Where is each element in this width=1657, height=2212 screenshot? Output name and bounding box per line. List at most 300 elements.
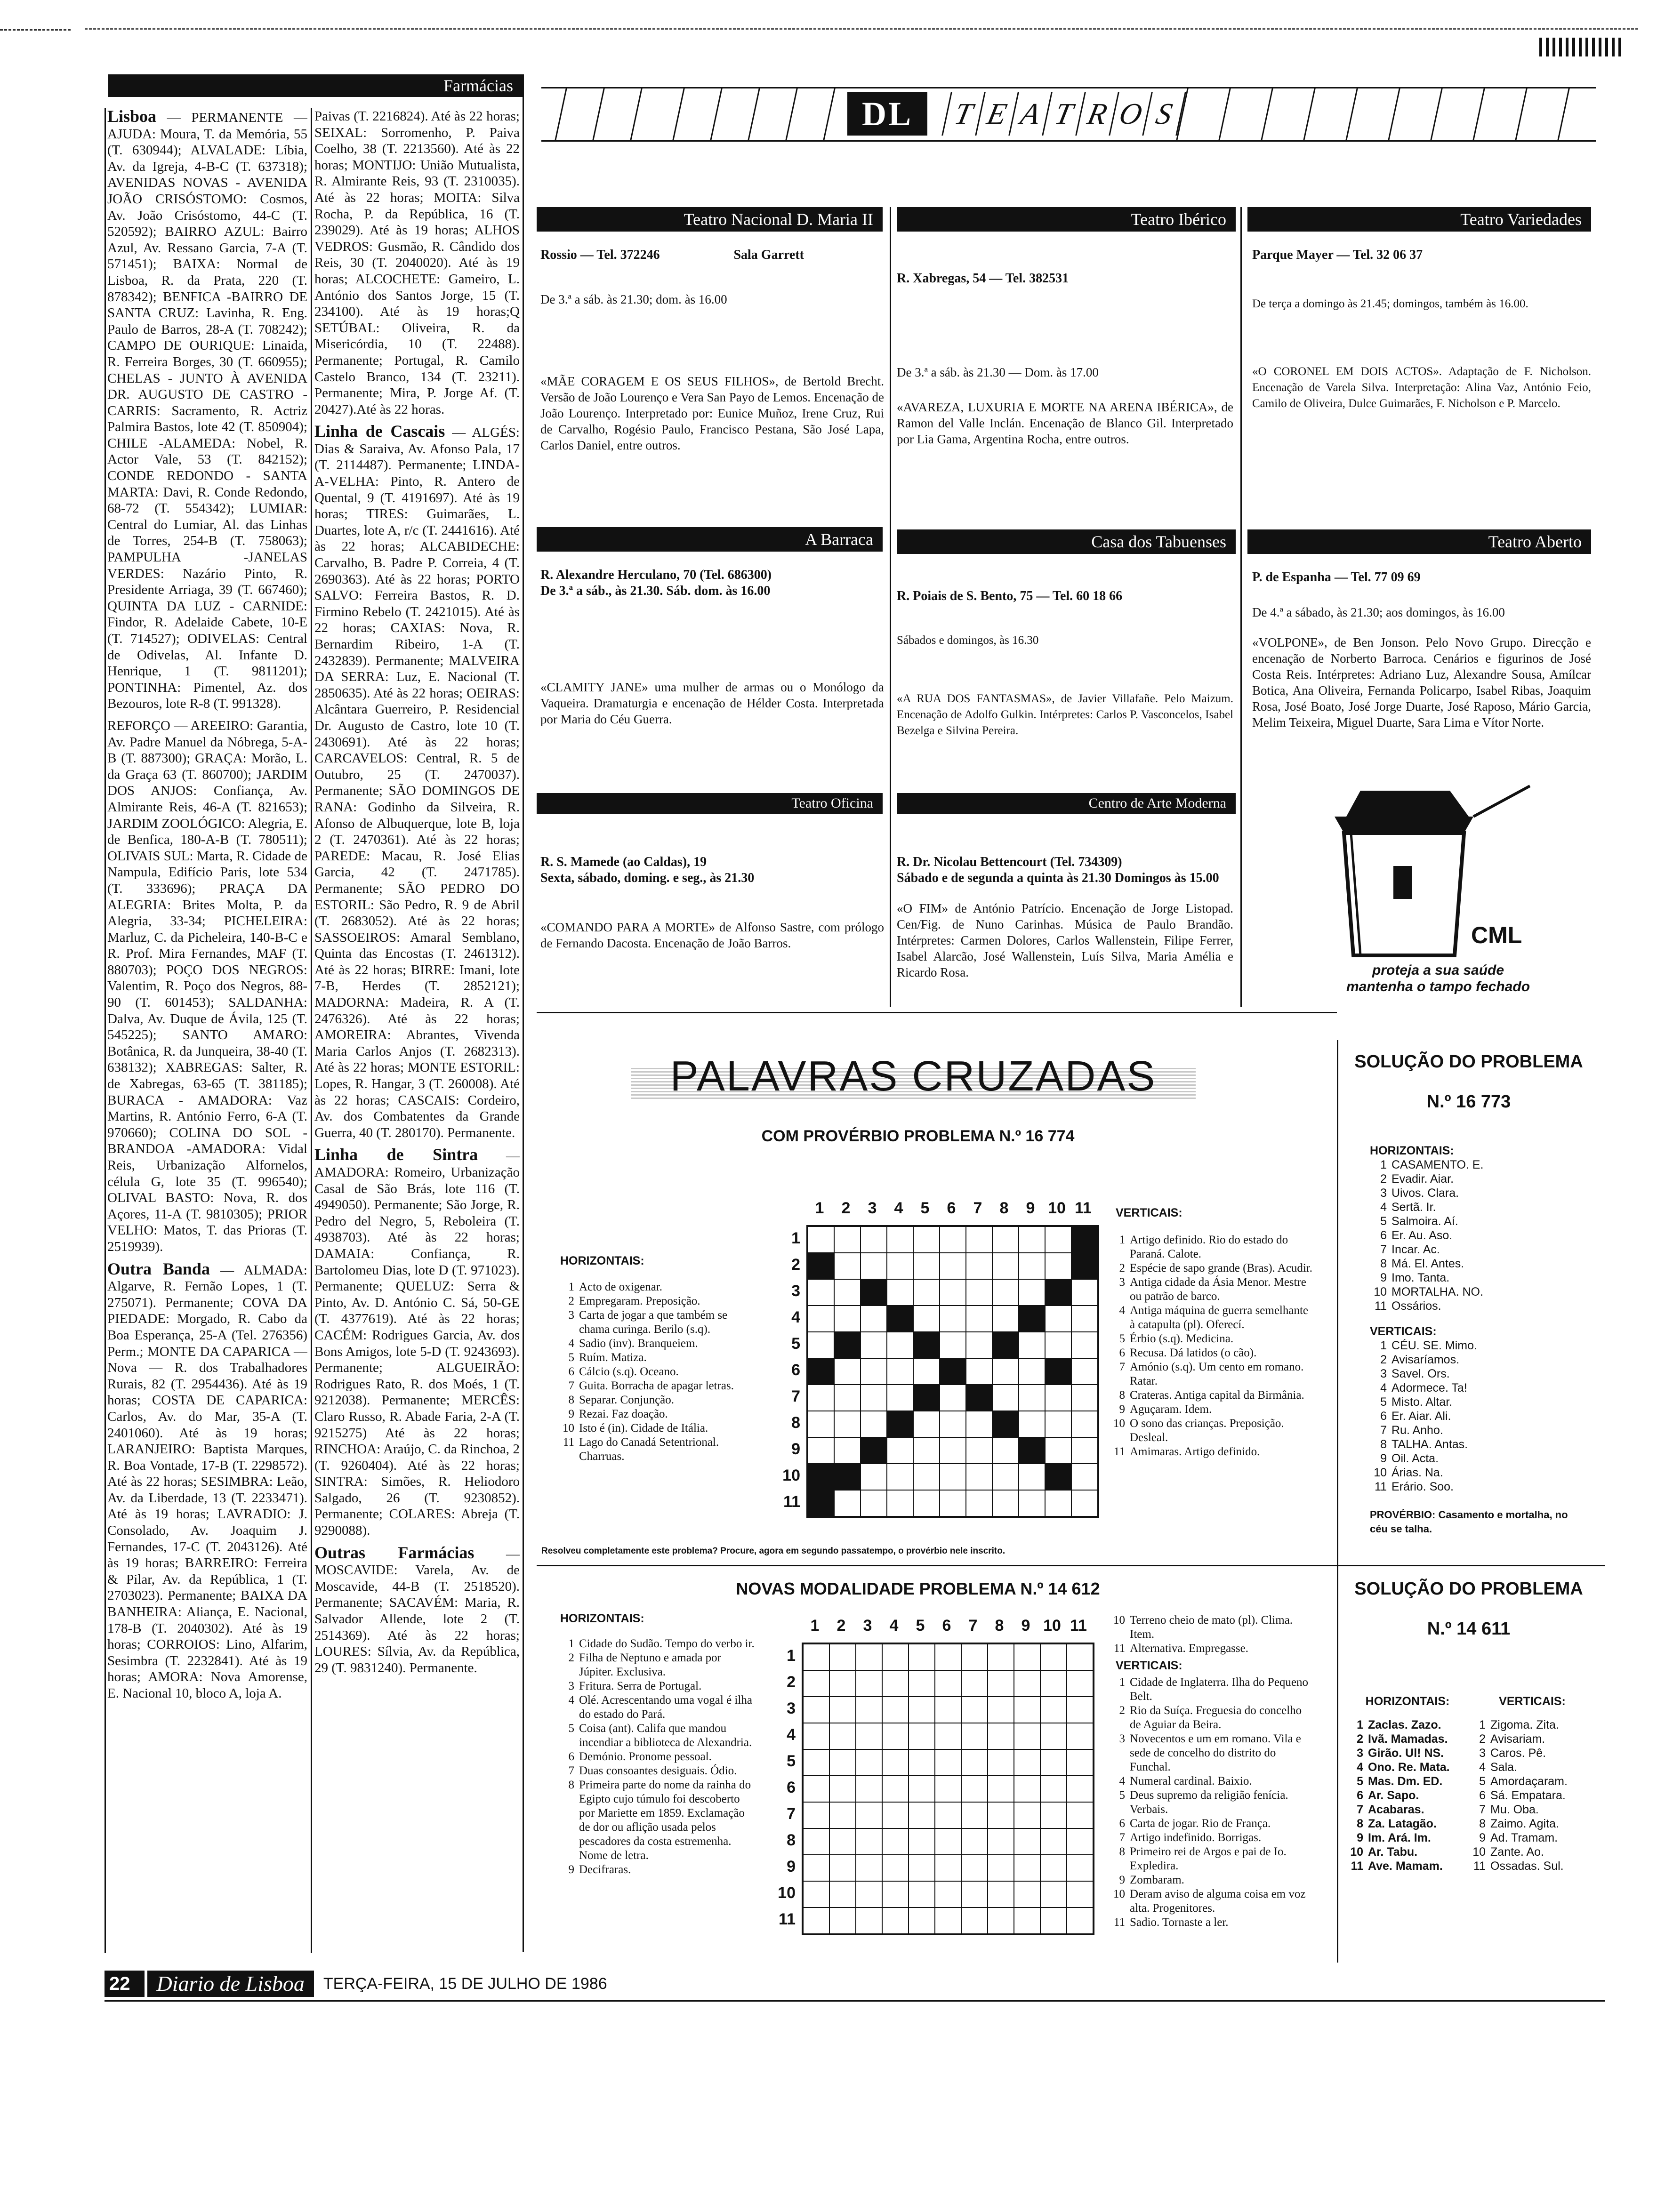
grid-cell[interactable]: [829, 1670, 856, 1697]
grid-cell[interactable]: [913, 1385, 940, 1411]
header-slash: [823, 88, 835, 140]
grid-cell[interactable]: [882, 1749, 909, 1776]
clue-text: Novecentos e um em romano. Vila e sede de concelho do distrito do Funchal.: [1130, 1732, 1301, 1773]
grid-cell[interactable]: [882, 1670, 909, 1697]
grid-cell[interactable]: [1067, 1776, 1093, 1802]
grid-cell[interactable]: [1040, 1749, 1067, 1776]
theater-description: «MÃE CORAGEM E OS SEUS FILHOS», de Bertold Brecht. Versão de João Lourenço e Vera San Payo de Lemos. Encenação de João Lourenço. Interpretado por: Eunice Muñoz, Irene Cruz, Rui de Carvalho, Rogésio Paulo, Francisco Pestana, São José Lapa, Carlos Daniel, entre outros.: [540, 374, 884, 452]
grid-cell[interactable]: [966, 1306, 992, 1332]
grid-cell[interactable]: [887, 1253, 913, 1279]
grid-cell[interactable]: [834, 1226, 861, 1253]
grid-cell[interactable]: [887, 1332, 913, 1358]
grid-cell[interactable]: [1071, 1437, 1098, 1464]
grid-cell[interactable]: [1067, 1907, 1093, 1934]
solution-item: 3 Uivos. Clara.: [1380, 1186, 1459, 1200]
grid-cell[interactable]: [1040, 1802, 1067, 1828]
grid-cell[interactable]: [1019, 1490, 1045, 1516]
grid-cell[interactable]: [808, 1332, 834, 1358]
grid-cell[interactable]: [808, 1253, 834, 1279]
grid-cell[interactable]: [940, 1464, 966, 1490]
grid-cell[interactable]: [1071, 1464, 1098, 1490]
teatros-letter: E: [975, 92, 1018, 136]
grid-cell[interactable]: [882, 1723, 909, 1749]
grid-cell[interactable]: [992, 1226, 1019, 1253]
grid-cell[interactable]: [909, 1697, 935, 1723]
grid-cell[interactable]: [861, 1253, 887, 1279]
grid-cell[interactable]: [909, 1855, 935, 1881]
solution-item: 8 Má. El. Antes.: [1380, 1257, 1464, 1270]
grid-cell[interactable]: [861, 1490, 887, 1516]
grid-cell[interactable]: [961, 1749, 988, 1776]
grid-cell[interactable]: [1019, 1385, 1045, 1411]
clue-item: 3 Novecentos e um em romano. Vila e sede de concelho do distrito do Funchal.: [1106, 1732, 1313, 1774]
grid-cell[interactable]: [882, 1828, 909, 1855]
grid-cell[interactable]: [856, 1828, 882, 1855]
grid-cell[interactable]: [992, 1253, 1019, 1279]
grid-cell[interactable]: [803, 1855, 829, 1881]
grid-cell[interactable]: [961, 1697, 988, 1723]
grid-cell[interactable]: [966, 1490, 992, 1516]
clue-text: Sadio. Tornaste a ler.: [1130, 1916, 1229, 1929]
grid-cell[interactable]: [992, 1332, 1019, 1358]
grid-cell[interactable]: [909, 1881, 935, 1907]
grid-cell[interactable]: [861, 1437, 887, 1464]
grid-cell[interactable]: [1045, 1279, 1071, 1306]
grid-cell[interactable]: [887, 1306, 913, 1332]
grid-cell[interactable]: [1019, 1306, 1045, 1332]
grid-cell[interactable]: [1014, 1855, 1040, 1881]
grid-cell[interactable]: [834, 1437, 861, 1464]
grid-cell[interactable]: [935, 1881, 961, 1907]
grid-row-number: 1: [787, 1647, 796, 1665]
theater-bar-variedades: Teatro Variedades: [1247, 207, 1591, 232]
grid-cell[interactable]: [913, 1306, 940, 1332]
grid-cell[interactable]: [808, 1226, 834, 1253]
grid-cell[interactable]: [940, 1306, 966, 1332]
grid-cell[interactable]: [1014, 1723, 1040, 1749]
grid-cell[interactable]: [909, 1802, 935, 1828]
grid-cell[interactable]: [1067, 1644, 1093, 1670]
grid-cell[interactable]: [1014, 1828, 1040, 1855]
grid-cell[interactable]: [1045, 1253, 1071, 1279]
grid-cell[interactable]: [1014, 1697, 1040, 1723]
grid-column-number: 6: [942, 1617, 951, 1635]
clue-text: Primeiro rei de Argos e pai de Io. Expledira.: [1130, 1845, 1287, 1872]
grid-cell[interactable]: [1040, 1697, 1067, 1723]
grid-cell[interactable]: [808, 1306, 834, 1332]
grid-cell[interactable]: [966, 1411, 992, 1437]
grid-cell[interactable]: [935, 1670, 961, 1697]
grid-cell[interactable]: [935, 1907, 961, 1934]
solution-text: Evadir. Aiar.: [1392, 1172, 1454, 1186]
grid-cell[interactable]: [803, 1828, 829, 1855]
grid-cell[interactable]: [966, 1437, 992, 1464]
solution-item: 1 CASAMENTO. E.: [1380, 1158, 1484, 1171]
clue-text: Olé. Acrescentando uma vogal é ilha do estado do Pará.: [579, 1694, 752, 1721]
grid-cell[interactable]: [1071, 1279, 1098, 1306]
grid-cell[interactable]: [882, 1881, 909, 1907]
grid-cell[interactable]: [1045, 1226, 1071, 1253]
clue-item: 2 Espécie de sapo grande (Bras). Acudir.: [1119, 1262, 1313, 1274]
grid-cell[interactable]: [988, 1644, 1014, 1670]
grid-cell[interactable]: [940, 1490, 966, 1516]
grid-cell[interactable]: [961, 1670, 988, 1697]
grid-cell[interactable]: [961, 1828, 988, 1855]
grid-cell[interactable]: [834, 1490, 861, 1516]
grid-cell[interactable]: [1045, 1306, 1071, 1332]
grid-cell[interactable]: [988, 1697, 1014, 1723]
grid-cell[interactable]: [1040, 1907, 1067, 1934]
grid-cell[interactable]: [988, 1749, 1014, 1776]
solution1-proverb-text: Casamento e mortalha, no céu se talha.: [1370, 1509, 1568, 1535]
grid-cell[interactable]: [913, 1253, 940, 1279]
grid-cell[interactable]: [940, 1358, 966, 1385]
grid-cell[interactable]: [1071, 1332, 1098, 1358]
grid-cell[interactable]: [988, 1907, 1014, 1934]
grid-cell[interactable]: [887, 1464, 913, 1490]
grid-cell[interactable]: [887, 1490, 913, 1516]
grid-cell[interactable]: [1067, 1670, 1093, 1697]
grid-cell[interactable]: [935, 1776, 961, 1802]
grid-cell[interactable]: [913, 1226, 940, 1253]
grid-cell[interactable]: [961, 1802, 988, 1828]
grid-cell[interactable]: [856, 1749, 882, 1776]
grid-cell[interactable]: [1014, 1802, 1040, 1828]
grid-cell[interactable]: [913, 1437, 940, 1464]
grid-cell[interactable]: [803, 1644, 829, 1670]
grid-cell[interactable]: [1019, 1332, 1045, 1358]
grid-cell[interactable]: [829, 1881, 856, 1907]
clue-text: Numeral cardinal. Baixio.: [1130, 1775, 1252, 1787]
grid-cell[interactable]: [808, 1490, 834, 1516]
grid-cell[interactable]: [1071, 1253, 1098, 1279]
grid-cell[interactable]: [1040, 1670, 1067, 1697]
theater-bar-aberto: Teatro Aberto: [1247, 529, 1591, 554]
grid-cell[interactable]: [834, 1358, 861, 1385]
grid-cell[interactable]: [940, 1411, 966, 1437]
grid-cell[interactable]: [861, 1385, 887, 1411]
grid-cell[interactable]: [887, 1226, 913, 1253]
grid-cell[interactable]: [1014, 1749, 1040, 1776]
grid-cell[interactable]: [829, 1855, 856, 1881]
grid-cell[interactable]: [1071, 1490, 1098, 1516]
grid-cell[interactable]: [961, 1644, 988, 1670]
teatros-letter: R: [1075, 92, 1118, 136]
grid-cell[interactable]: [803, 1776, 829, 1802]
theater-times: Sábado e de segunda a quinta às 21.30 Domingos às 15.00: [897, 871, 1219, 885]
grid-cell[interactable]: [935, 1749, 961, 1776]
grid-cell[interactable]: [834, 1385, 861, 1411]
grid-cell[interactable]: [829, 1776, 856, 1802]
grid-cell[interactable]: [992, 1306, 1019, 1332]
solution-text: Ar. Sapo.: [1368, 1789, 1419, 1802]
grid-cell[interactable]: [1067, 1802, 1093, 1828]
grid-cell[interactable]: [1040, 1828, 1067, 1855]
grid-cell[interactable]: [992, 1385, 1019, 1411]
clue-text: Deram aviso de alguma coisa em voz alta. Progenitores.: [1130, 1888, 1306, 1915]
grid-cell[interactable]: [1067, 1697, 1093, 1723]
grid-cell[interactable]: [1014, 1670, 1040, 1697]
grid-cell[interactable]: [961, 1855, 988, 1881]
grid-cell[interactable]: [856, 1670, 882, 1697]
grid-cell[interactable]: [829, 1907, 856, 1934]
grid-cell[interactable]: [1067, 1723, 1093, 1749]
grid-cell[interactable]: [803, 1723, 829, 1749]
grid-cell[interactable]: [887, 1411, 913, 1437]
solution-text: TALHA. Antas.: [1392, 1438, 1468, 1451]
grid-cell[interactable]: [1067, 1828, 1093, 1855]
grid-cell[interactable]: [935, 1828, 961, 1855]
crossword1-grid: [806, 1225, 1099, 1518]
grid-cell[interactable]: [829, 1723, 856, 1749]
grid-cell[interactable]: [882, 1644, 909, 1670]
grid-cell[interactable]: [887, 1385, 913, 1411]
theater-description: «O FIM» de António Patrício. Encenação de Jorge Listopad. Cen/Fig. de Nuno Carinhas. Música de Paulo Brandão. Intérpretes: Carmen Dolores, Carlos Wallenstein, Filipe Ferrer, Isabel Alarcão, José Wallenstein, Luís Silva, Maria Amélia e Ricardo Rosa.: [897, 901, 1233, 979]
grid-row-number: 8: [791, 1414, 800, 1432]
grid-cell[interactable]: [940, 1279, 966, 1306]
grid-cell[interactable]: [909, 1670, 935, 1697]
grid-cell[interactable]: [803, 1670, 829, 1697]
grid-cell[interactable]: [992, 1411, 1019, 1437]
grid-cell[interactable]: [861, 1226, 887, 1253]
grid-cell[interactable]: [834, 1411, 861, 1437]
grid-cell[interactable]: [988, 1802, 1014, 1828]
grid-cell[interactable]: [988, 1881, 1014, 1907]
grid-cell[interactable]: [1045, 1332, 1071, 1358]
grid-cell[interactable]: [940, 1253, 966, 1279]
grid-column-number: 9: [1021, 1617, 1030, 1635]
theater-address: Parque Mayer — Tel. 32 06 37: [1252, 248, 1423, 262]
grid-cell[interactable]: [861, 1464, 887, 1490]
grid-cell[interactable]: [856, 1644, 882, 1670]
grid-cell[interactable]: [856, 1881, 882, 1907]
grid-cell[interactable]: [856, 1907, 882, 1934]
clue-item: 10 Deram aviso de alguma coisa em voz alta. Progenitores.: [1106, 1887, 1313, 1915]
grid-cell[interactable]: [882, 1855, 909, 1881]
grid-cell[interactable]: [803, 1697, 829, 1723]
grid-cell[interactable]: [882, 1802, 909, 1828]
solution-text: Sertã. Ir.: [1392, 1201, 1436, 1214]
grid-cell[interactable]: [861, 1279, 887, 1306]
grid-cell[interactable]: [829, 1802, 856, 1828]
grid-cell[interactable]: [988, 1670, 1014, 1697]
grid-cell[interactable]: [966, 1279, 992, 1306]
grid-cell[interactable]: [1045, 1437, 1071, 1464]
grid-cell[interactable]: [961, 1776, 988, 1802]
grid-cell[interactable]: [808, 1437, 834, 1464]
grid-cell[interactable]: [1040, 1723, 1067, 1749]
grid-cell[interactable]: [861, 1332, 887, 1358]
grid-cell[interactable]: [988, 1855, 1014, 1881]
grid-cell[interactable]: [1014, 1907, 1040, 1934]
grid-cell[interactable]: [803, 1881, 829, 1907]
grid-cell[interactable]: [1071, 1306, 1098, 1332]
grid-cell[interactable]: [1045, 1385, 1071, 1411]
grid-cell[interactable]: [935, 1644, 961, 1670]
grid-cell[interactable]: [856, 1855, 882, 1881]
grid-cell[interactable]: [966, 1358, 992, 1385]
grid-cell[interactable]: [808, 1411, 834, 1437]
grid-cell[interactable]: [935, 1723, 961, 1749]
grid-cell[interactable]: [909, 1828, 935, 1855]
grid-cell[interactable]: [940, 1385, 966, 1411]
grid-cell[interactable]: [935, 1802, 961, 1828]
grid-cell[interactable]: [1045, 1358, 1071, 1385]
grid-cell[interactable]: [1040, 1855, 1067, 1881]
grid-cell[interactable]: [940, 1332, 966, 1358]
grid-column-number: 6: [947, 1199, 956, 1217]
grid-cell[interactable]: [992, 1490, 1019, 1516]
grid-cell[interactable]: [856, 1723, 882, 1749]
grid-cell[interactable]: [1045, 1464, 1071, 1490]
grid-cell[interactable]: [913, 1332, 940, 1358]
grid-cell[interactable]: [803, 1907, 829, 1934]
solutions-col-rule: [1337, 1040, 1338, 1963]
grid-cell[interactable]: [966, 1253, 992, 1279]
top-scan-marks: [0, 14, 1657, 24]
grid-cell[interactable]: [1019, 1437, 1045, 1464]
grid-cell[interactable]: [940, 1226, 966, 1253]
solution1-body: [1370, 1144, 1586, 1536]
grid-cell[interactable]: [1040, 1644, 1067, 1670]
solution-text: Avisariam.: [1490, 1732, 1545, 1746]
grid-cell[interactable]: [1067, 1749, 1093, 1776]
grid-cell[interactable]: [829, 1828, 856, 1855]
grid-cell[interactable]: [992, 1358, 1019, 1385]
clue-item: 7 Artigo indefinido. Borrigas.: [1119, 1831, 1262, 1844]
grid-column-number: 10: [1043, 1617, 1061, 1635]
grid-cell[interactable]: [882, 1776, 909, 1802]
grid-cell[interactable]: [988, 1723, 1014, 1749]
grid-cell[interactable]: [1019, 1253, 1045, 1279]
grid-cell[interactable]: [834, 1306, 861, 1332]
grid-cell[interactable]: [966, 1385, 992, 1411]
grid-cell[interactable]: [808, 1358, 834, 1385]
grid-cell[interactable]: [808, 1279, 834, 1306]
grid-cell[interactable]: [913, 1279, 940, 1306]
grid-cell[interactable]: [909, 1907, 935, 1934]
grid-cell[interactable]: [856, 1776, 882, 1802]
grid-cell[interactable]: [909, 1644, 935, 1670]
grid-cell[interactable]: [1019, 1279, 1045, 1306]
grid-cell[interactable]: [961, 1723, 988, 1749]
waste-bin-icon: [1252, 772, 1591, 960]
grid-cell[interactable]: [909, 1723, 935, 1749]
grid-cell[interactable]: [913, 1490, 940, 1516]
grid-cell[interactable]: [909, 1776, 935, 1802]
grid-cell[interactable]: [1045, 1411, 1071, 1437]
grid-cell[interactable]: [861, 1411, 887, 1437]
clue-text: Amimaras. Artigo definido.: [1130, 1445, 1260, 1458]
grid-cell[interactable]: [1014, 1776, 1040, 1802]
grid-cell[interactable]: [966, 1226, 992, 1253]
grid-cell[interactable]: [1014, 1881, 1040, 1907]
solution-text: Acabaras.: [1368, 1803, 1424, 1816]
grid-cell[interactable]: [1019, 1411, 1045, 1437]
solution-text: Zaimo. Agita.: [1490, 1817, 1559, 1830]
grid-cell[interactable]: [992, 1279, 1019, 1306]
grid-cell[interactable]: [1045, 1490, 1071, 1516]
grid-cell[interactable]: [1071, 1385, 1098, 1411]
grid-cell[interactable]: [966, 1464, 992, 1490]
grid-cell[interactable]: [803, 1802, 829, 1828]
grid-cell[interactable]: [992, 1464, 1019, 1490]
grid-cell[interactable]: [935, 1855, 961, 1881]
grid-cell[interactable]: [829, 1749, 856, 1776]
grid-cell[interactable]: [887, 1279, 913, 1306]
grid-cell[interactable]: [834, 1464, 861, 1490]
solution-divider: [1337, 1565, 1605, 1566]
grid-cell[interactable]: [882, 1697, 909, 1723]
theater-times: De terça a domingo às 21.45; domingos, também às 16.00.: [1252, 297, 1528, 310]
grid-cell[interactable]: [1067, 1855, 1093, 1881]
grid-cell[interactable]: [992, 1437, 1019, 1464]
grid-cell[interactable]: [1071, 1226, 1098, 1253]
grid-cell[interactable]: [913, 1464, 940, 1490]
teatros-title: [946, 92, 1182, 136]
clue-text: Antiga cidade da Ásia Menor. Mestre ou patrão de barco.: [1130, 1276, 1306, 1303]
grid-cell[interactable]: [961, 1907, 988, 1934]
grid-cell[interactable]: [882, 1907, 909, 1934]
grid-cell[interactable]: [829, 1697, 856, 1723]
grid-cell[interactable]: [940, 1437, 966, 1464]
grid-cell[interactable]: [834, 1332, 861, 1358]
grid-cell[interactable]: [829, 1644, 856, 1670]
grid-cell[interactable]: [1040, 1881, 1067, 1907]
grid-cell[interactable]: [834, 1279, 861, 1306]
grid-cell[interactable]: [1019, 1358, 1045, 1385]
grid-cell[interactable]: [935, 1697, 961, 1723]
grid-cell[interactable]: [1019, 1464, 1045, 1490]
solution-item: 9 Ad. Tramam.: [1479, 1831, 1558, 1844]
theater-times: Sábados e domingos, às 16.30: [897, 634, 1039, 647]
grid-cell[interactable]: [1067, 1881, 1093, 1907]
grid-cell[interactable]: [1071, 1411, 1098, 1437]
solution-text: CASAMENTO. E.: [1392, 1158, 1484, 1171]
clue-item: 9 Zombaram.: [1119, 1874, 1184, 1886]
grid-cell[interactable]: [803, 1749, 829, 1776]
grid-cell[interactable]: [861, 1306, 887, 1332]
crossword2-row-numbers: [772, 1643, 796, 1932]
grid-cell[interactable]: [988, 1776, 1014, 1802]
pharmacy-entry: [314, 1146, 520, 1539]
grid-cell[interactable]: [1040, 1776, 1067, 1802]
grid-cell[interactable]: [887, 1437, 913, 1464]
grid-cell[interactable]: [856, 1697, 882, 1723]
grid-cell[interactable]: [909, 1749, 935, 1776]
grid-cell[interactable]: [808, 1464, 834, 1490]
grid-cell[interactable]: [887, 1358, 913, 1385]
grid-cell[interactable]: [1071, 1358, 1098, 1385]
grid-row-number: 2: [791, 1256, 800, 1274]
grid-cell[interactable]: [861, 1358, 887, 1385]
grid-cell[interactable]: [913, 1358, 940, 1385]
grid-cell[interactable]: [988, 1828, 1014, 1855]
grid-cell[interactable]: [856, 1802, 882, 1828]
clue-text: Cidade de Inglaterra. Ilha do Pequeno Belt.: [1130, 1676, 1309, 1703]
grid-cell[interactable]: [1019, 1226, 1045, 1253]
grid-cell[interactable]: [961, 1881, 988, 1907]
grid-cell[interactable]: [913, 1411, 940, 1437]
grid-cell[interactable]: [1014, 1644, 1040, 1670]
grid-cell[interactable]: [966, 1332, 992, 1358]
grid-cell[interactable]: [808, 1385, 834, 1411]
clue-item: 5 Deus supremo da religião fenícia. Verbais.: [1106, 1788, 1313, 1817]
clue-item: 5 Ruím. Matiza.: [568, 1351, 647, 1364]
theater-col-rule-1: [890, 207, 891, 1007]
grid-cell[interactable]: [834, 1253, 861, 1279]
solution-text: Salmoira. Aí.: [1392, 1215, 1458, 1228]
